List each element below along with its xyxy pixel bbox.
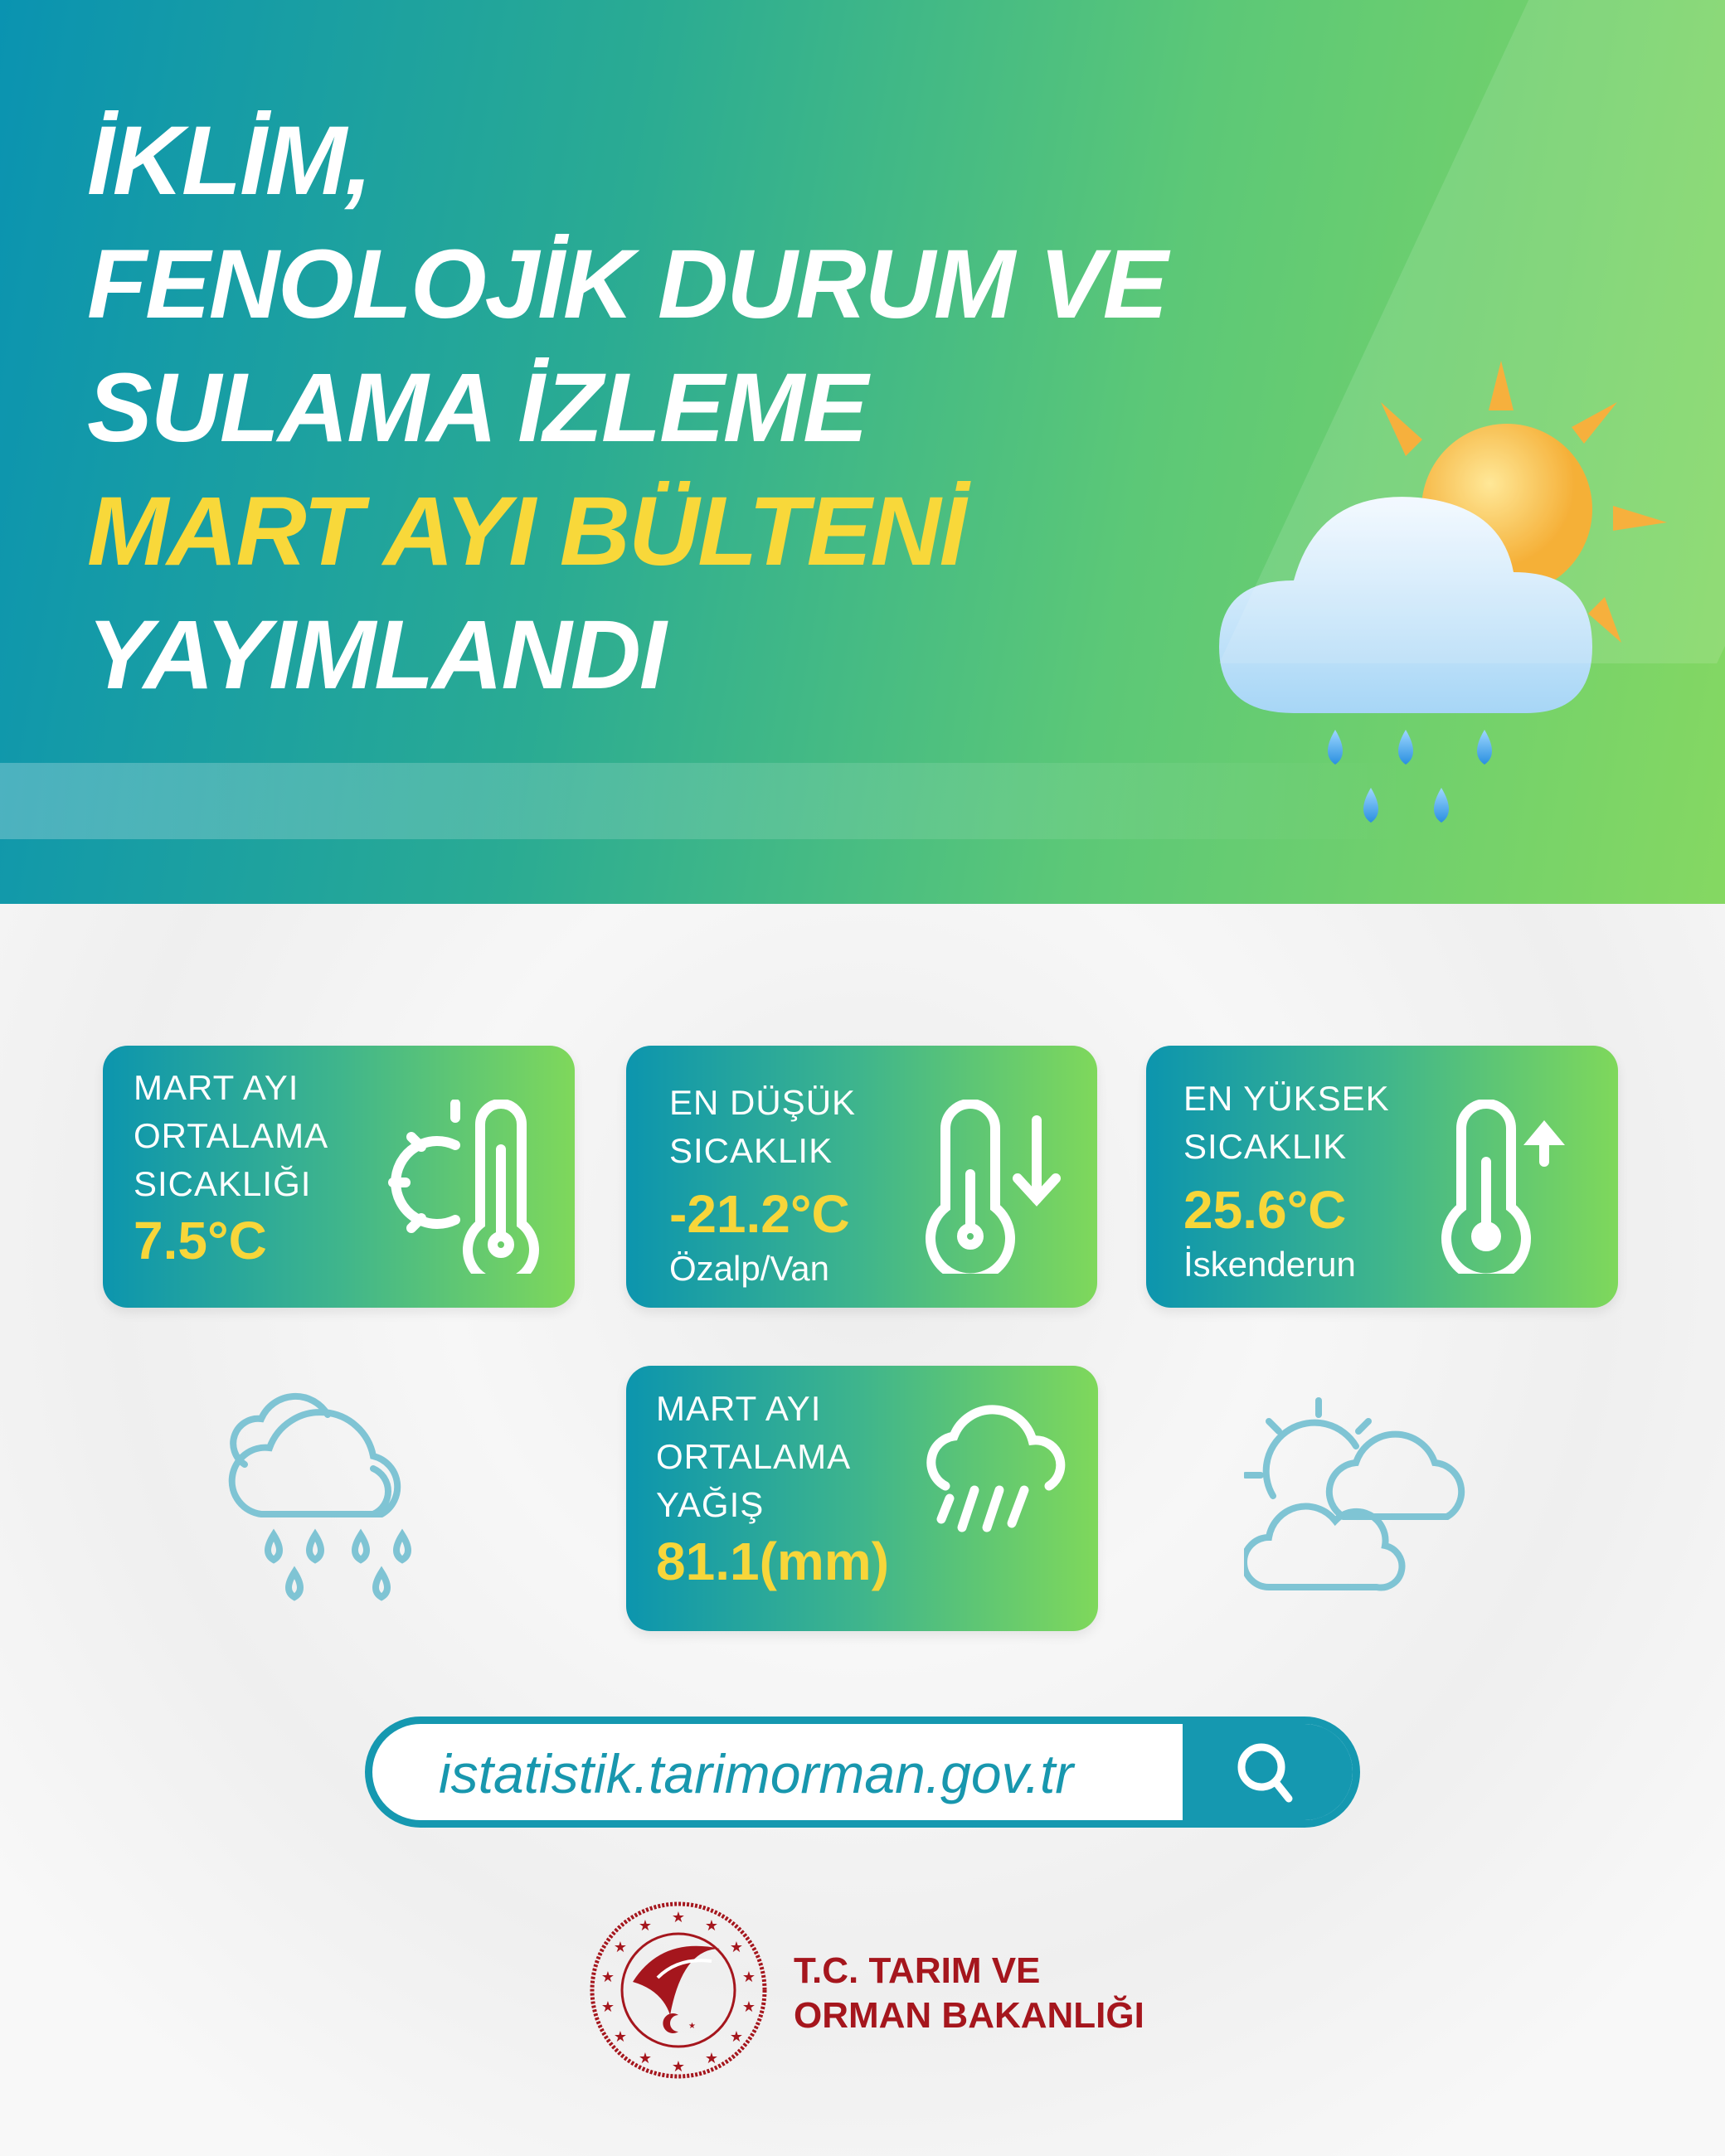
card-value: -21.2°C: [669, 1184, 850, 1244]
thermometer-up-icon: [1441, 1100, 1590, 1274]
card-label: MART AYI: [656, 1389, 822, 1428]
card-location: İskenderun: [1183, 1245, 1356, 1284]
svg-text:★: ★: [729, 1939, 744, 1955]
card-value: 25.6°C: [1183, 1180, 1347, 1240]
card-label: ORTALAMA: [134, 1116, 329, 1155]
page-title: [87, 100, 1166, 717]
svg-text:★: ★: [729, 2028, 744, 2045]
title-line: YAYIMLANDI: [87, 600, 665, 710]
website-url[interactable]: istatistik.tarimorman.gov.tr: [439, 1743, 1074, 1804]
card-label: EN DÜŞÜK: [669, 1083, 857, 1122]
card-value: 81.1(mm): [656, 1532, 889, 1591]
svg-text:★: ★: [600, 1969, 615, 1985]
card-label: ORTALAMA: [656, 1437, 852, 1476]
card-location: Özalp/Van: [669, 1249, 829, 1288]
min-temperature-card: [626, 1046, 1097, 1308]
svg-text:★: ★: [613, 1939, 628, 1955]
svg-text:★: ★: [613, 2028, 628, 2045]
ministry-name-line: T.C. TARIM VE: [794, 1950, 1041, 1991]
card-label: SICAKLIK: [1183, 1127, 1348, 1166]
card-value: 7.5°C: [134, 1211, 267, 1270]
rain-cloud-outline-icon: [220, 1390, 444, 1605]
rain-cloud-icon: [912, 1403, 1078, 1544]
ministry-name-line: ORMAN BAKANLIĞI: [794, 1995, 1144, 2036]
sun-cloud-rain-icon: [1194, 340, 1692, 854]
avg-precipitation-card: [626, 1366, 1098, 1631]
website-search-bar[interactable]: [365, 1717, 1360, 1828]
svg-text:★: ★: [671, 1909, 686, 1925]
ministry-emblem: [587, 1899, 770, 2081]
svg-text:★: ★: [688, 2022, 696, 2031]
title-highlight: MART AYI BÜLTENİ: [87, 477, 965, 586]
title-line: FENOLOJİK DURUM VE: [87, 230, 1167, 339]
card-label: YAĞIŞ: [656, 1485, 765, 1524]
svg-text:★: ★: [638, 2050, 653, 2066]
search-icon: [1183, 1724, 1353, 1820]
svg-text:★: ★: [704, 1917, 719, 1934]
thermometer-down-icon: [925, 1100, 1074, 1274]
ministry-name: [794, 1949, 1144, 2038]
max-temperature-card: [1146, 1046, 1618, 1308]
sun-cloud-outline-icon: [1244, 1396, 1501, 1600]
title-line: İKLİM,: [87, 106, 371, 216]
header-banner: [0, 0, 1725, 904]
svg-text:★: ★: [741, 1998, 756, 2015]
search-button[interactable]: [1183, 1724, 1353, 1820]
svg-text:★: ★: [741, 1969, 756, 1985]
sun-thermometer-icon: [385, 1100, 542, 1274]
svg-text:★: ★: [671, 2058, 686, 2075]
card-label: SICAKLIK: [669, 1131, 833, 1170]
svg-text:★: ★: [704, 2050, 719, 2066]
title-line: SULAMA İZLEME: [87, 353, 867, 463]
avg-temperature-card: [103, 1046, 575, 1308]
card-label: SICAKLIĞI: [134, 1164, 312, 1203]
card-label: MART AYI: [134, 1068, 299, 1107]
card-label: EN YÜKSEK: [1183, 1079, 1390, 1118]
svg-text:★: ★: [638, 1917, 653, 1934]
svg-text:★: ★: [600, 1998, 615, 2015]
